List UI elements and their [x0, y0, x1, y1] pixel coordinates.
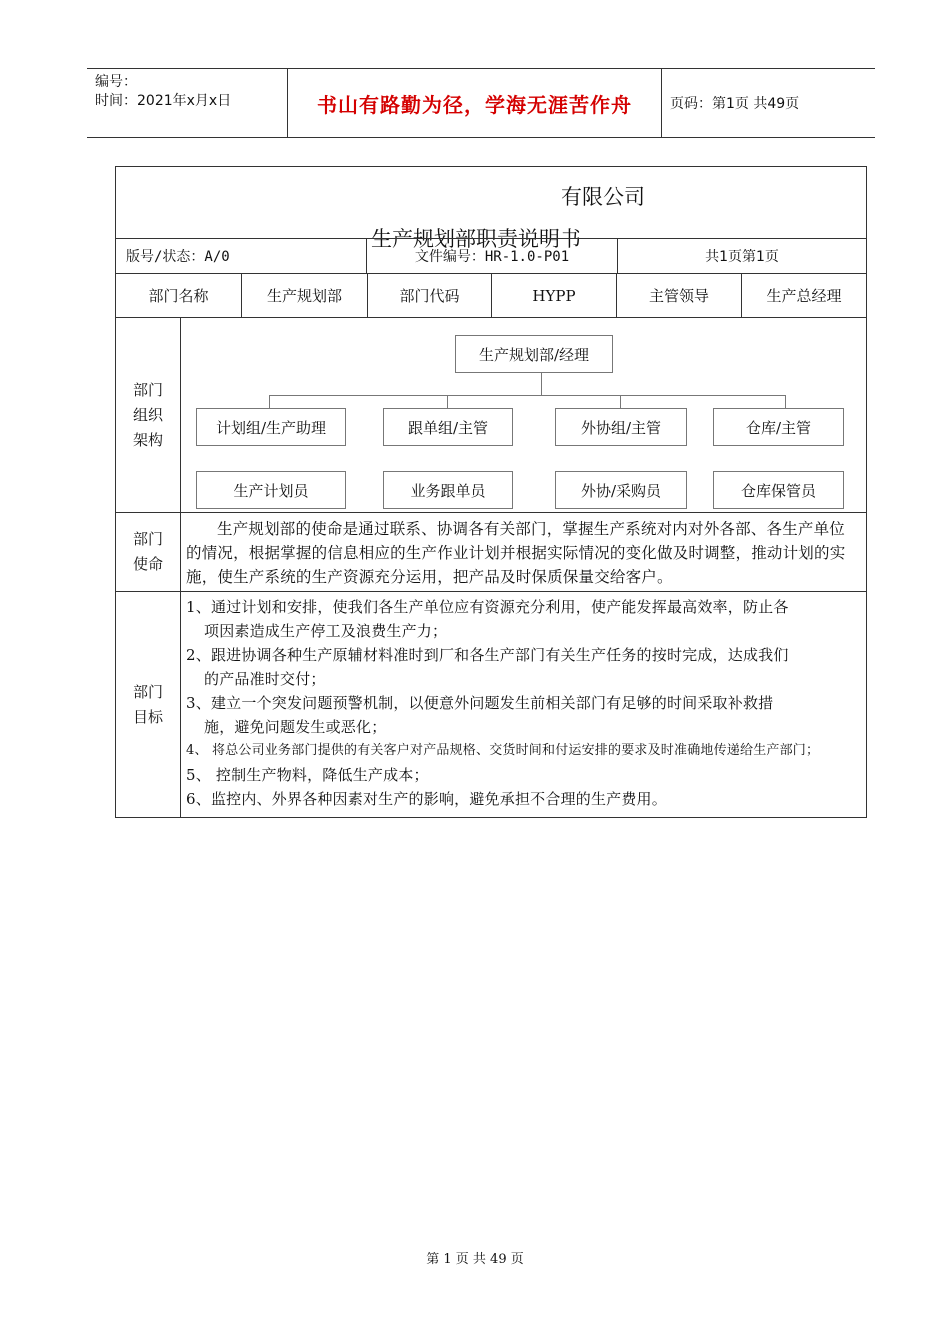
divider — [116, 591, 866, 592]
org-top-box: 生产规划部/经理 — [455, 335, 613, 373]
responsibility-sheet — [115, 166, 867, 818]
goal-line: 6、监控内、外界各种因素对生产的影响，避免承担不合理的生产费用。 — [186, 790, 667, 808]
goal-line: 1、通过计划和安排，使我们各生产单位应有资源充分利用，使产能发挥最高效率，防止各 — [186, 598, 789, 616]
time-label: 时间：2021年x月x日 — [95, 93, 232, 109]
connector — [785, 395, 786, 409]
label-line: 组织 — [132, 405, 163, 424]
leader-value: 生产总经理 — [766, 287, 842, 305]
connector — [269, 395, 785, 396]
goal-item — [186, 739, 858, 763]
page-footer: 第 1 页 共 49 页 — [426, 1252, 524, 1267]
label-line: 使命 — [132, 555, 163, 573]
goals-label — [116, 592, 180, 817]
company-name: 有限公司 — [561, 185, 645, 209]
org-group-head: 计划组/生产助理 — [196, 408, 346, 446]
goal-line: 3、建立一个突发问题预警机制，以便意外问题发生前相关部门有足够的时间采取补救措 — [186, 694, 774, 712]
number-label: 编号： — [95, 74, 137, 90]
goal-item — [186, 763, 858, 787]
dept-name-value: 生产规划部 — [266, 287, 342, 305]
divider — [180, 318, 181, 817]
goal-line: 施，避免问题发生或恶化； — [204, 718, 387, 736]
leader-label: 主管领导 — [648, 287, 709, 305]
connector — [620, 395, 621, 409]
connector — [447, 395, 448, 409]
goal-item — [186, 691, 858, 739]
dept-code-label: 部门代码 — [399, 287, 460, 305]
dept-code-value: HYPP — [532, 286, 576, 305]
title-area — [116, 167, 866, 251]
document-title: 生产规划部职责说明书 — [371, 227, 581, 251]
header-meta — [95, 73, 231, 111]
org-group-member: 业务跟单员 — [383, 471, 513, 509]
goal-item — [186, 643, 858, 691]
org-group-member: 仓库保管员 — [713, 471, 844, 509]
org-group-head: 外协组/主管 — [555, 408, 687, 446]
goal-line: 2、跟进协调各种生产原辅材料准时到厂和各生产部门有关生产任务的按时完成，达成我们 — [186, 646, 789, 664]
mission-label — [116, 513, 180, 591]
divider — [116, 317, 866, 318]
org-group-head: 跟单组/主管 — [383, 408, 513, 446]
motto: 书山有路勤为径，学海无涯苦作舟 — [287, 69, 662, 137]
version-cell: 版号/状态：A/0 — [126, 249, 230, 265]
goal-line: 的产品准时交付； — [204, 670, 326, 688]
org-group-head: 仓库/主管 — [713, 408, 844, 446]
label-line: 部门 — [132, 380, 163, 399]
goal-item — [186, 595, 858, 643]
goal-line: 5、 控制生产物料，降低生产成本； — [186, 766, 429, 784]
org-group-member: 生产计划员 — [196, 471, 346, 509]
label-line: 架构 — [132, 430, 163, 449]
org-group-member: 外协/采购员 — [555, 471, 687, 509]
goal-line: 项因素造成生产停工及浪费生产力； — [204, 622, 448, 640]
connector — [541, 372, 542, 396]
connector — [269, 395, 270, 409]
dept-name-label: 部门名称 — [148, 287, 209, 305]
goal-line: 4、 将总公司业务部门提供的有关客户对产品规格、交货时间和付运安排的要求及时准确地传递给生产部门； — [186, 743, 820, 758]
mission-text: 生产规划部的使命是通过联系、协调各有关部门，掌握生产系统对内对外各部、各生产单位的情况，根据掌握的信息相应的生产作业计划并根据实际情况的变化做及时调整，推动计划的实施，使生产系统的生产资源充分运用，把产品及时保质保量交给客户。 — [186, 520, 846, 586]
divider — [116, 512, 866, 513]
label-line: 部门 — [132, 682, 163, 701]
file-number-cell: 文件编号：HR-1.0-P01 — [414, 249, 570, 265]
page-info: 页码：第1页 共49页 — [670, 96, 800, 112]
label-line: 部门 — [132, 530, 163, 548]
label-line: 目标 — [132, 707, 163, 726]
page-count-cell: 共1页第1页 — [705, 249, 779, 265]
goals-list — [186, 595, 858, 811]
org-label — [116, 318, 180, 512]
page-header — [87, 68, 875, 138]
goal-item — [186, 787, 858, 811]
